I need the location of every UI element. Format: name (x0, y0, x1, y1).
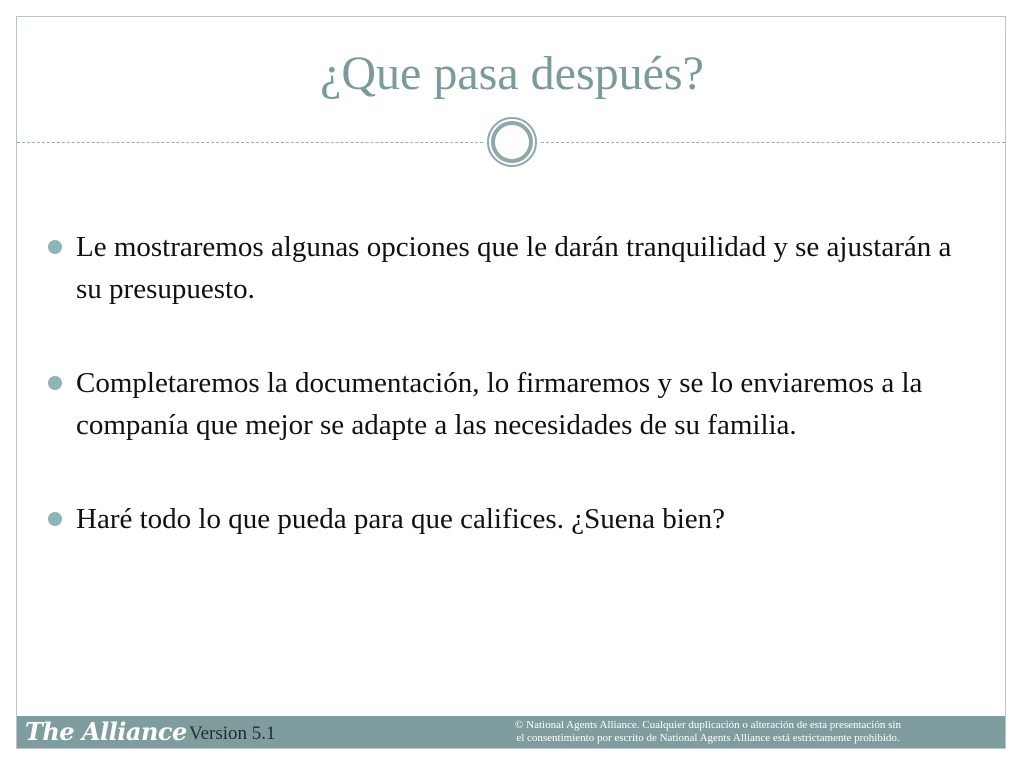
bullet-list (46, 226, 976, 540)
bullet-item (46, 226, 976, 310)
copyright-line-1: © National Agents Alliance. Cualquier duplicación o alteración de esta presentación sin (515, 719, 901, 731)
circle-bullet-icon (48, 240, 62, 254)
bullet-item (46, 498, 976, 540)
circle-bullet-icon (48, 512, 62, 526)
bullet-item (46, 362, 976, 446)
title-divider-right (541, 142, 1005, 143)
alliance-logo: The Alliance (25, 717, 187, 746)
bullet-text: Le mostraremos algunas opciones que le darán tranquilidad y se ajustarán a su presupuesto. (76, 231, 952, 305)
title-divider-left (17, 142, 483, 143)
footer-bar (17, 716, 1005, 748)
bullet-text: Haré todo lo que pueda para que califices. ¿Suena bien? (76, 503, 725, 535)
circle-bullet-icon (48, 376, 62, 390)
slide-title: ¿Que pasa después? (320, 47, 704, 100)
copyright-notice (469, 719, 947, 745)
version-label: Version 5.1 (189, 723, 276, 744)
copyright-line-2: el consentimiento por escrito de National Agents Alliance está estrictamente prohibido. (516, 732, 900, 744)
bullet-text: Completaremos la documentación, lo firmaremos y se lo enviaremos a la companía que mejor se adapte a las necesidades de su familia. (76, 367, 923, 441)
double-ring-ornament-icon (486, 116, 538, 168)
